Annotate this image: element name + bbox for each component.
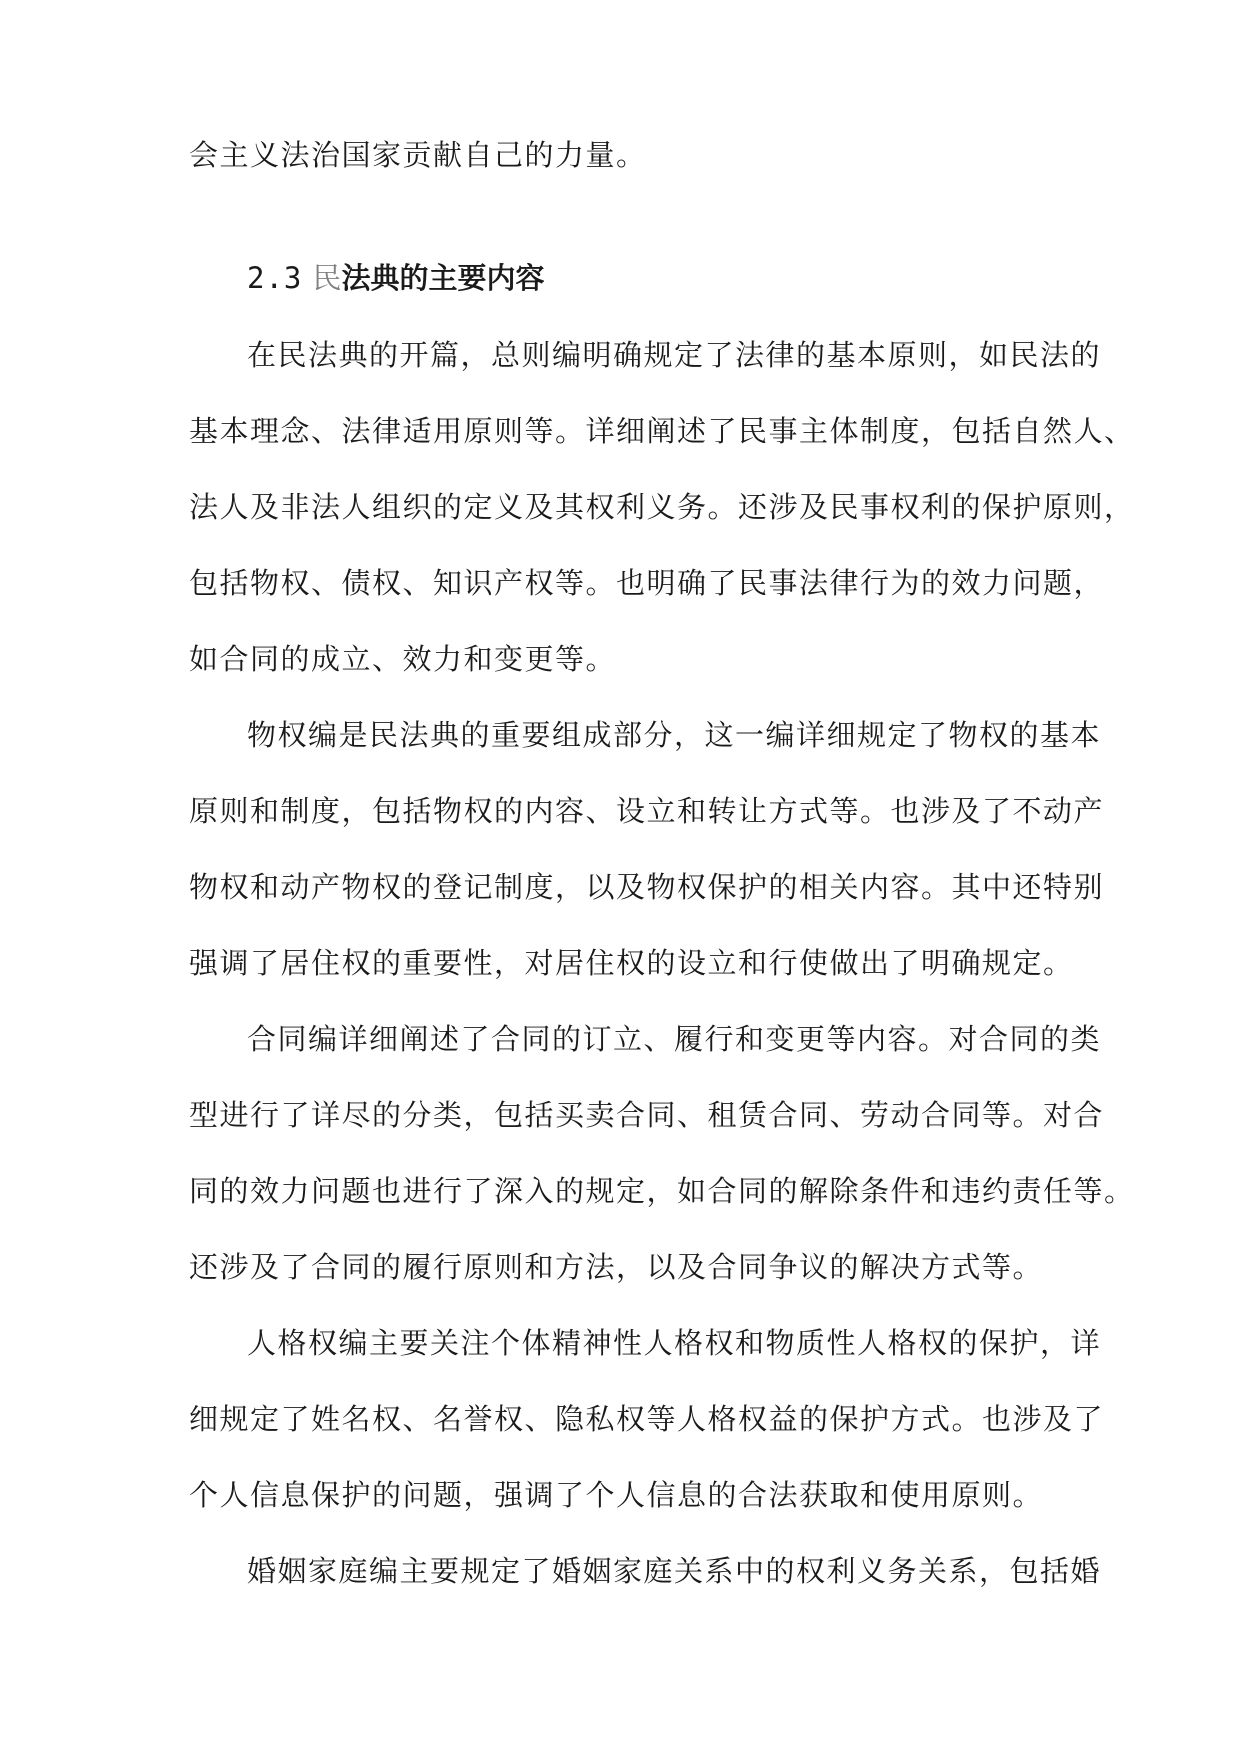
paragraph-line: 个人信息保护的问题，强调了个人信息的合法获取和使用原则。 xyxy=(189,1478,1044,1512)
paragraph-line: 物权编是民法典的重要组成部分，这一编详细规定了物权的基本 xyxy=(247,718,1102,752)
paragraph-line: 细规定了姓名权、名誉权、隐私权等人格权益的保护方式。也涉及了 xyxy=(189,1402,1105,1436)
paragraph-line: 法人及非法人组织的定义及其权利义务。还涉及民事权利的保护原则， xyxy=(189,490,1135,524)
opening-line: 会主义法治国家贡献自己的力量。 xyxy=(189,138,647,172)
paragraph-line: 包括物权、债权、知识产权等。也明确了民事法律行为的效力问题， xyxy=(189,566,1105,600)
paragraph-line: 人格权编主要关注个体精神性人格权和物质性人格权的保护，详 xyxy=(247,1326,1102,1360)
paragraph-line: 强调了居住权的重要性，对居住权的设立和行使做出了明确规定。 xyxy=(189,946,1074,980)
paragraph-line: 同的效力问题也进行了深入的规定，如合同的解除条件和违约责任等。 xyxy=(189,1174,1135,1208)
paragraph-line: 物权和动产物权的登记制度，以及物权保护的相关内容。其中还特别 xyxy=(189,870,1105,904)
paragraph-line: 合同编详细阐述了合同的订立、履行和变更等内容。对合同的类 xyxy=(247,1022,1102,1056)
section-heading-first-char: 民 xyxy=(312,261,342,295)
paragraph-line: 原则和制度，包括物权的内容、设立和转让方式等。也涉及了不动产 xyxy=(189,794,1105,828)
section-number: 2.3 xyxy=(247,261,303,295)
paragraph-line: 基本理念、法律适用原则等。详细阐述了民事主体制度，包括自然人、 xyxy=(189,414,1135,448)
paragraph-line: 型进行了详尽的分类，包括买卖合同、租赁合同、劳动合同等。对合 xyxy=(189,1098,1105,1132)
section-heading-text: 法典的主要内容 xyxy=(341,261,545,295)
paragraph-line: 在民法典的开篇，总则编明确规定了法律的基本原则，如民法的 xyxy=(247,338,1102,372)
paragraph-line: 如合同的成立、效力和变更等。 xyxy=(189,642,617,676)
paragraph-line: 婚姻家庭编主要规定了婚姻家庭关系中的权利义务关系，包括婚 xyxy=(247,1554,1102,1588)
paragraph-line: 还涉及了合同的履行原则和方法，以及合同争议的解决方式等。 xyxy=(189,1250,1044,1284)
section-heading xyxy=(247,258,545,298)
